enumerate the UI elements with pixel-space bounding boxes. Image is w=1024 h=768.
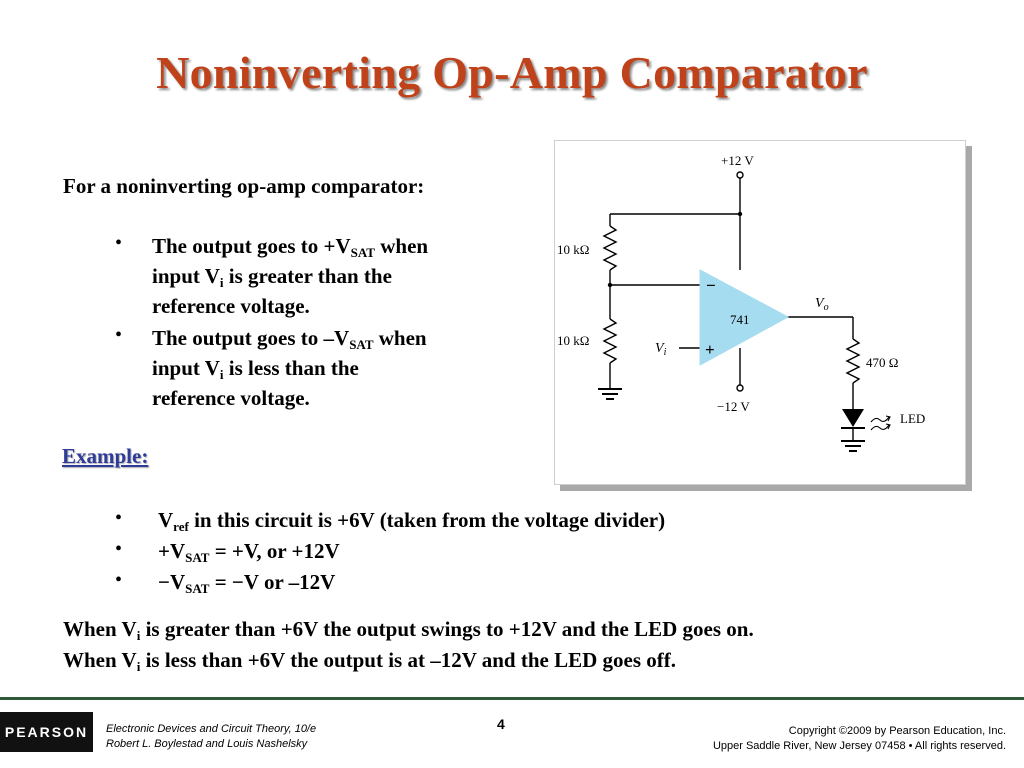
inverting-sign: − xyxy=(706,276,716,295)
resistor-r1 xyxy=(604,226,616,270)
bullet-1-line-3: reference voltage. xyxy=(152,294,310,318)
bullet-marker: • xyxy=(115,538,123,560)
resistor-load xyxy=(847,339,859,383)
footer-book-info xyxy=(106,722,316,752)
resistor-r2 xyxy=(604,319,616,363)
footer-copyright xyxy=(713,724,1006,754)
circuit-diagram xyxy=(555,141,965,484)
bullet-1-line-1: The output goes to $+V_{SAT}$ when xyxy=(152,234,429,260)
led-diode xyxy=(842,409,864,427)
bullet-1-line-2: input $V_i$ is greater than the xyxy=(152,264,392,290)
footer-address-line: Upper Saddle River, New Jersey 07458 • All rights reserved. xyxy=(712,740,1006,752)
conclusion-line-1: When $V_i$ is greater than +6V the output swings to +12V and the LED goes on. xyxy=(63,617,754,643)
bullet-2-line-1: The output goes to $-V_{SAT}$ when xyxy=(152,326,427,352)
circuit-diagram-frame xyxy=(554,140,966,485)
bullet-2-line-3: reference voltage. xyxy=(152,386,310,410)
supply-neg-label: −12 V xyxy=(717,399,750,414)
led-light-arrows xyxy=(871,416,890,430)
load-resistor-label: 470 Ω xyxy=(866,355,899,370)
bullet-marker: • xyxy=(115,507,123,529)
footer-divider xyxy=(0,697,1024,700)
conclusion-line-2: When $V_i$ is less than +6V the output is at –12V and the LED goes off. xyxy=(63,648,677,674)
r2-label: 10 kΩ xyxy=(557,333,590,348)
vi-label: $V_i$ xyxy=(655,341,667,358)
footer-authors: Robert L. Boylestad and Louis Nashelsky xyxy=(106,738,308,750)
supply-pos-label: +12 V xyxy=(721,153,754,168)
slide-title: Noninverting Op-Amp Comparator xyxy=(156,47,868,98)
bullet-marker: • xyxy=(115,569,123,591)
footer-copyright-line: Copyright ©2009 by Pearson Education, Inc. xyxy=(788,725,1006,737)
example-bullet-vsat-pos: $+V_{SAT} = +V$, or +12V xyxy=(158,539,340,565)
example-bullet-vref: $V_{ref}$ in this circuit is +6V (taken from the voltage divider) xyxy=(158,508,666,534)
supply-pos-terminal xyxy=(737,172,743,178)
example-heading: Example: xyxy=(62,444,149,468)
noninverting-sign: + xyxy=(705,340,715,359)
bullet-2-line-2: input $V_i$ is less than the xyxy=(152,356,359,382)
r1-label: 10 kΩ xyxy=(557,242,590,257)
led-label: LED xyxy=(900,411,926,426)
pearson-logo: PEARSON xyxy=(0,712,93,752)
page-number: 4 xyxy=(497,716,505,732)
bullet-marker: • xyxy=(115,232,123,254)
intro-text: For a noninverting op-amp comparator: xyxy=(63,174,425,198)
vo-label: $V_o$ xyxy=(815,296,829,313)
footer-book-title: Electronic Devices and Circuit Theory, 10/e xyxy=(106,723,317,735)
example-bullet-vsat-neg: $-V_{SAT} = -V$ or –12V xyxy=(158,570,336,596)
opamp-label: 741 xyxy=(730,312,750,327)
bullet-marker: • xyxy=(115,324,123,346)
